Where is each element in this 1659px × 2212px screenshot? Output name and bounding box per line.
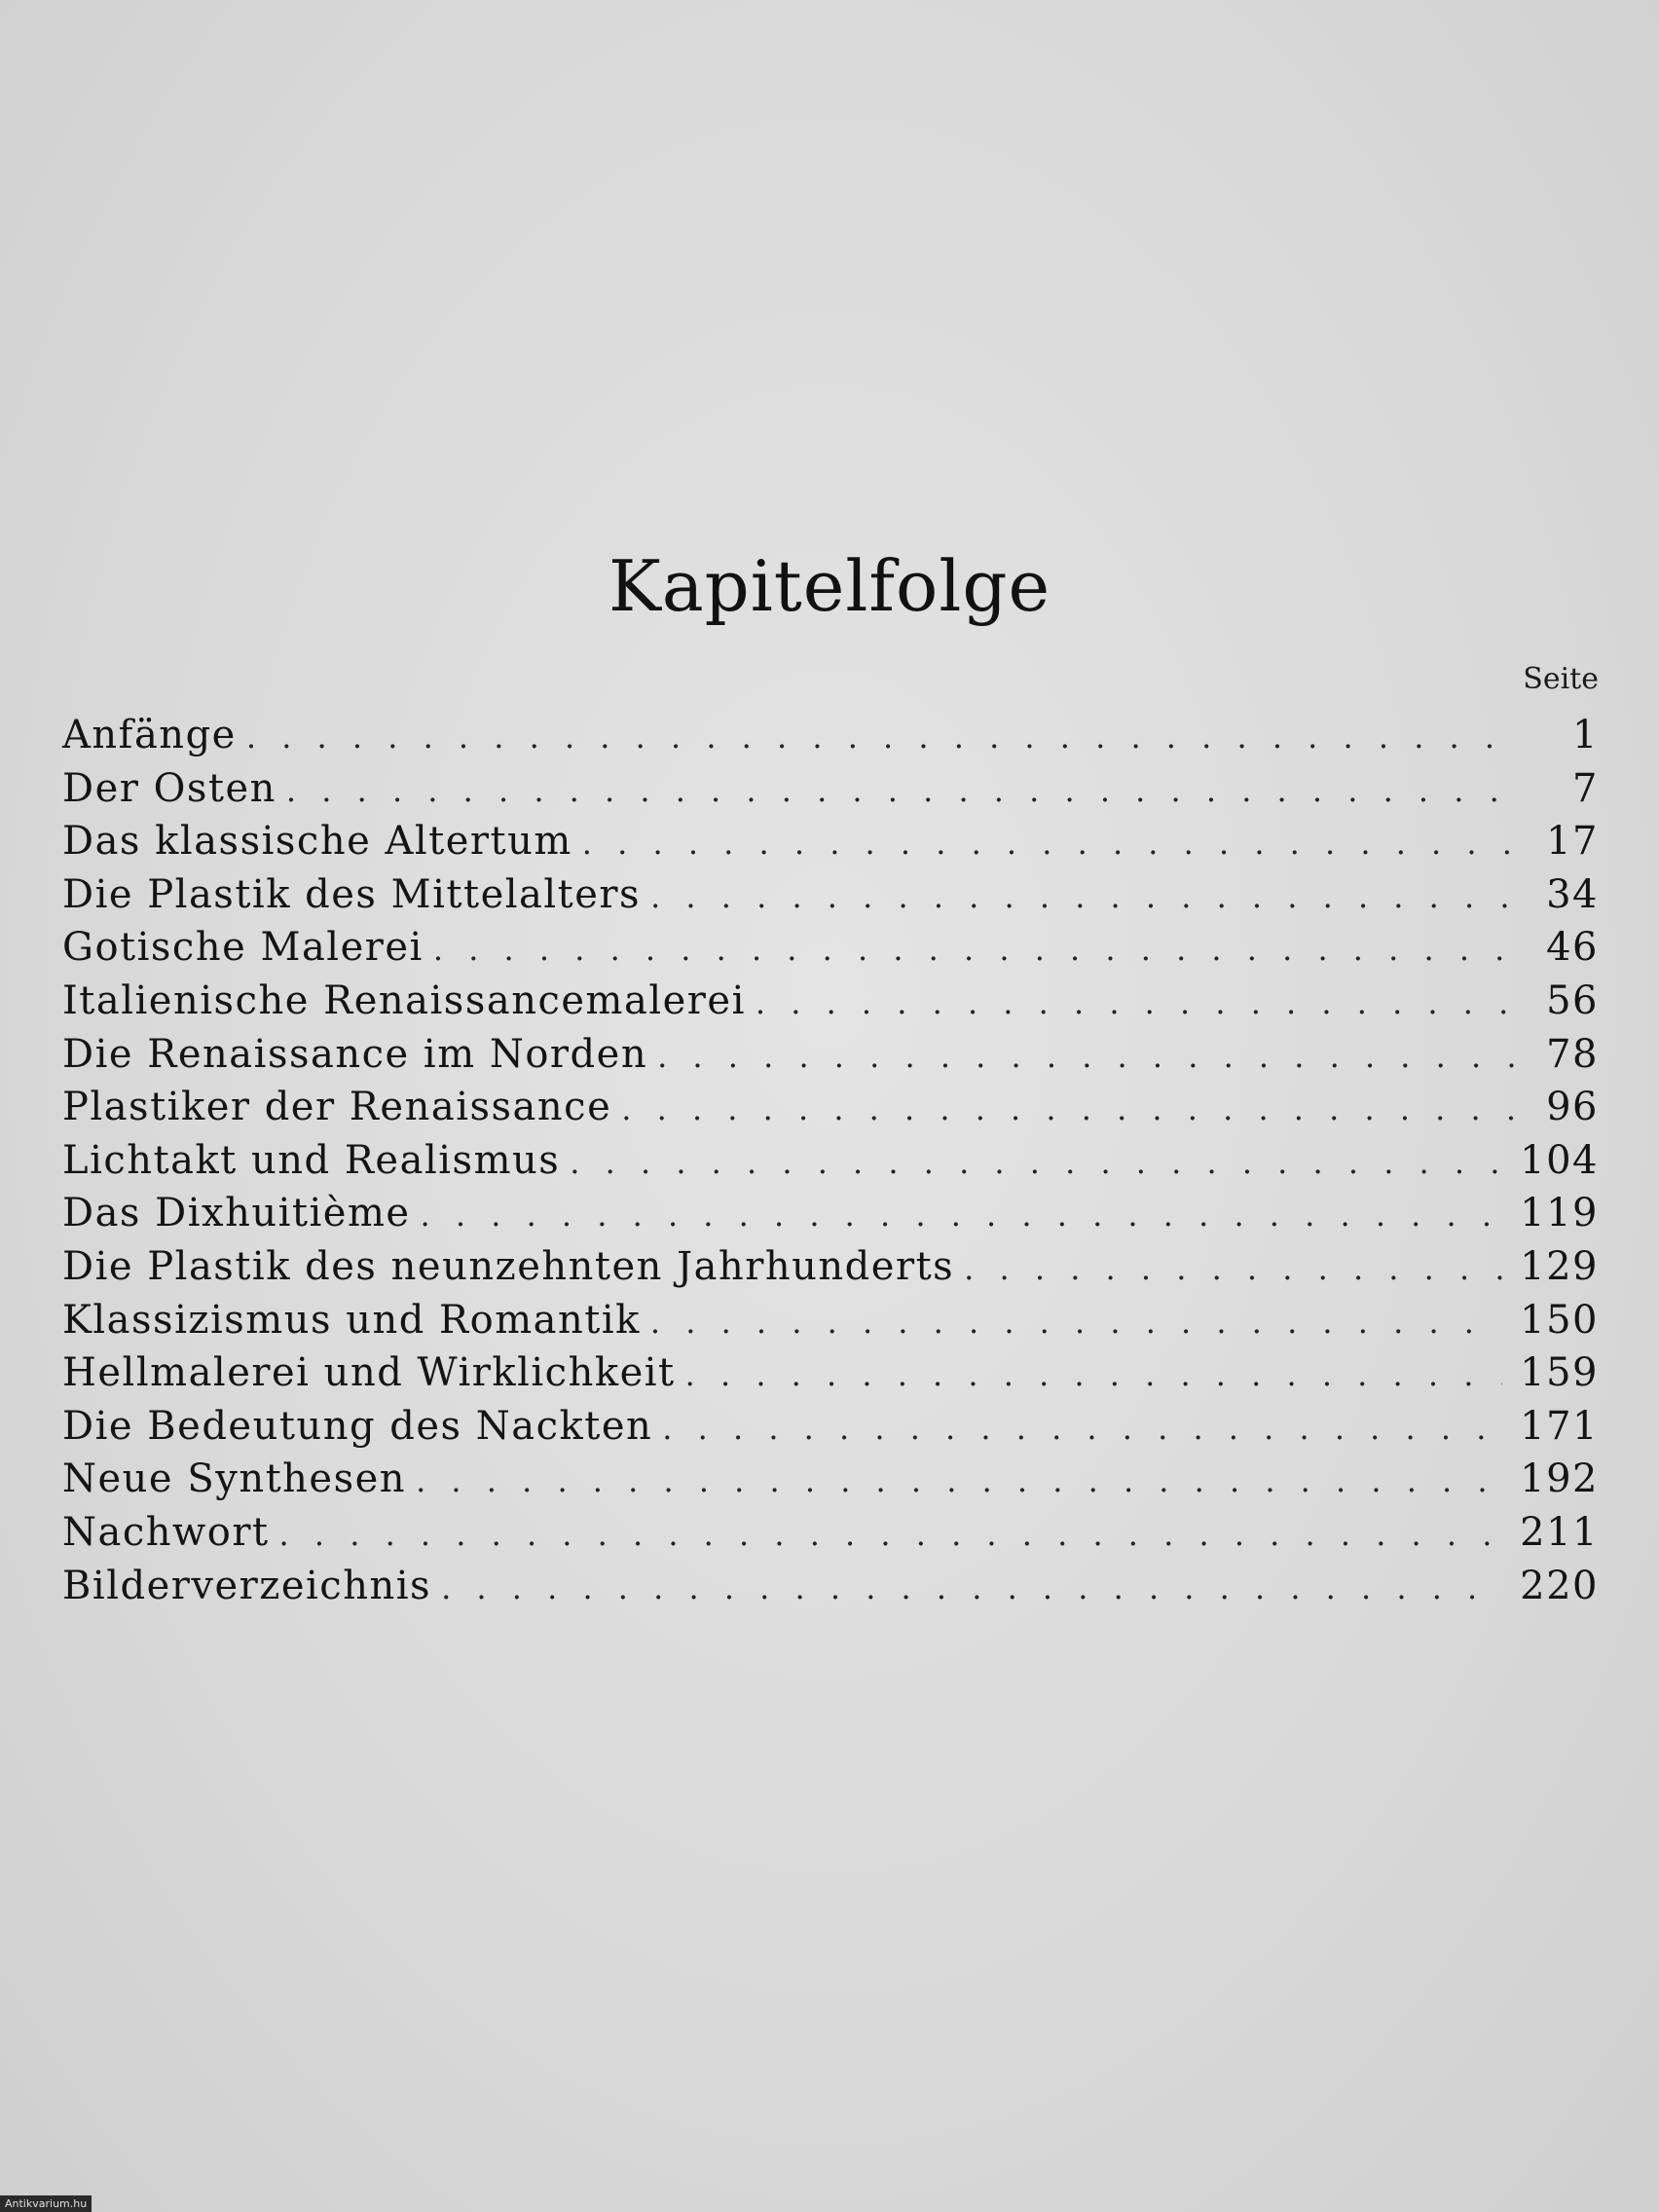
toc-entry: [62, 1346, 1599, 1400]
toc-entry-title: Der Osten: [62, 765, 276, 811]
toc-entry: [62, 1400, 1599, 1454]
toc-entry-title: Neue Synthesen: [62, 1456, 407, 1502]
toc-entry-title: Bilderverzeichnis: [62, 1563, 432, 1608]
dot-leader: [441, 1562, 1502, 1615]
toc-entry: [62, 1453, 1599, 1506]
toc-entry: [62, 868, 1599, 922]
toc-entry-page: 211: [1520, 1509, 1599, 1555]
toc-entry: [62, 1028, 1599, 1082]
toc-entry-page: 96: [1546, 1085, 1599, 1130]
dot-leader: [421, 1189, 1503, 1242]
toc-entry: [62, 1081, 1599, 1134]
watermark-label: Antikvarium.hu: [0, 2195, 92, 2212]
toc-entry-title: Die Bedeutung des Nackten: [62, 1403, 653, 1449]
toc-entry: [62, 1506, 1599, 1560]
toc-entry-title: Die Renaissance im Norden: [62, 1031, 648, 1077]
toc-entry-title: Italienische Renaissancemalerei: [62, 977, 746, 1023]
toc-entry: [62, 762, 1599, 816]
toc-entry-title: Die Plastik des neunzehnten Jahrhunderts: [62, 1243, 955, 1289]
dot-leader: [685, 1348, 1503, 1402]
dot-leader: [279, 1508, 1503, 1562]
toc-entry-title: Das Dixhuitième: [62, 1191, 411, 1236]
dot-leader: [286, 764, 1523, 818]
toc-entry-title: Das klassische Altertum: [62, 819, 572, 865]
toc-entry: [62, 1134, 1599, 1188]
toc-entry-page: 150: [1520, 1297, 1599, 1343]
toc-entry-page: 1: [1572, 713, 1599, 757]
toc-entry: [62, 1187, 1599, 1240]
toc-entry-page: 119: [1520, 1191, 1599, 1236]
toc-entry-title: Die Plastik des Mittelalters: [62, 871, 642, 917]
page-title: Kapitelfolge: [608, 545, 1051, 627]
dot-leader: [657, 1030, 1523, 1084]
toc-entry-page: 56: [1546, 977, 1599, 1023]
toc-entry-title: Plastiker der Renaissance: [62, 1085, 612, 1130]
toc-entry: [62, 1560, 1599, 1613]
table-of-contents: [62, 709, 1599, 1612]
toc-entry-title: Hellmalerei und Wirklichkeit: [62, 1350, 676, 1396]
toc-entry: [62, 1294, 1599, 1347]
toc-entry: [62, 921, 1599, 975]
page-column-label: Seite: [1523, 662, 1599, 696]
toc-entry: [62, 975, 1599, 1028]
toc-entry: [62, 815, 1599, 868]
dot-leader: [650, 870, 1523, 924]
toc-entry-title: Klassizismus und Romantik: [62, 1297, 641, 1343]
dot-leader: [964, 1242, 1502, 1296]
dot-leader: [416, 1455, 1502, 1508]
toc-entry-page: 220: [1520, 1563, 1599, 1608]
toc-entry-title: Lichtakt und Realismus: [62, 1137, 561, 1183]
toc-entry-title: Gotische Malerei: [62, 925, 424, 971]
dot-leader: [433, 923, 1523, 977]
toc-entry-title: Anfänge: [62, 713, 237, 757]
toc-entry-page: 46: [1546, 925, 1599, 971]
dot-leader: [662, 1402, 1502, 1456]
toc-entry-page: 129: [1520, 1243, 1599, 1289]
dot-leader: [570, 1136, 1502, 1190]
dot-leader: [756, 977, 1523, 1030]
toc-entry-page: 171: [1520, 1403, 1599, 1449]
dot-leader: [246, 711, 1523, 764]
toc-entry-page: 192: [1520, 1456, 1599, 1502]
dot-leader: [582, 817, 1523, 870]
toc-entry-title: Nachwort: [62, 1509, 270, 1555]
toc-entry: [62, 709, 1599, 762]
toc-entry-page: 104: [1520, 1137, 1599, 1183]
dot-leader: [650, 1296, 1502, 1349]
toc-entry-page: 34: [1546, 871, 1599, 917]
dot-leader: [621, 1083, 1523, 1136]
toc-entry: [62, 1240, 1599, 1294]
toc-entry-page: 7: [1572, 765, 1599, 811]
toc-entry-page: 78: [1546, 1031, 1599, 1077]
toc-entry-page: 159: [1520, 1350, 1599, 1396]
toc-entry-page: 17: [1546, 819, 1599, 865]
